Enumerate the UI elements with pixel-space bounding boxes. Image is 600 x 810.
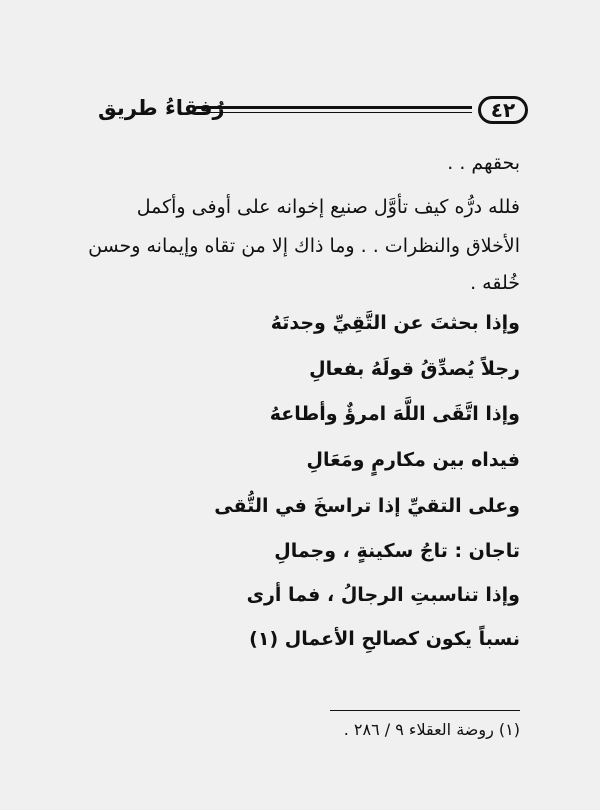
verse-second-hemistich: تاجان : تاجُ سكينةٍ ، وجمالِ — [274, 540, 520, 562]
page-body — [85, 0, 520, 700]
running-title: رُفقاءُ طريق — [98, 96, 225, 120]
prose-line: فلله درُّه كيف تأوَّل صنيع إخوانه على أوفى وأكمل — [136, 196, 520, 218]
verse-first-hemistich: وإذا اتَّقَى اللَّهَ امرؤٌ وأطاعهُ — [269, 403, 520, 425]
prose-line: خُلقه . — [470, 272, 520, 294]
prose-line: بحقهم . . — [447, 152, 520, 174]
verse-second-hemistich: فيداه بين مكارمٍ ومَعَالِ — [306, 449, 520, 471]
prose-line: الأخلاق والنظرات . . وما ذاك إلا من تقاه وإيمانه وحسن — [88, 235, 520, 257]
page-number: ٤٢ — [478, 96, 528, 124]
footnote-rule — [330, 710, 520, 711]
verse-second-hemistich: نسباً يكون كصالحِ الأعمال (١) — [249, 628, 520, 650]
footnote: (١) روضة العقلاء ٩ / ٢٨٦ . — [343, 720, 520, 739]
verse-first-hemistich: وإذا تناسبتِ الرجالُ ، فما أرى — [246, 584, 520, 606]
verse-first-hemistich: وإذا بحثتَ عن التَّقِيِّ وجدتَهُ — [270, 312, 520, 334]
verse-first-hemistich: وعلى التقيِّ إذا تراسخَ في التُّقى — [214, 495, 520, 517]
verse-second-hemistich: رجلاً يُصدِّقُ قولَهُ بفعالِ — [309, 358, 520, 380]
